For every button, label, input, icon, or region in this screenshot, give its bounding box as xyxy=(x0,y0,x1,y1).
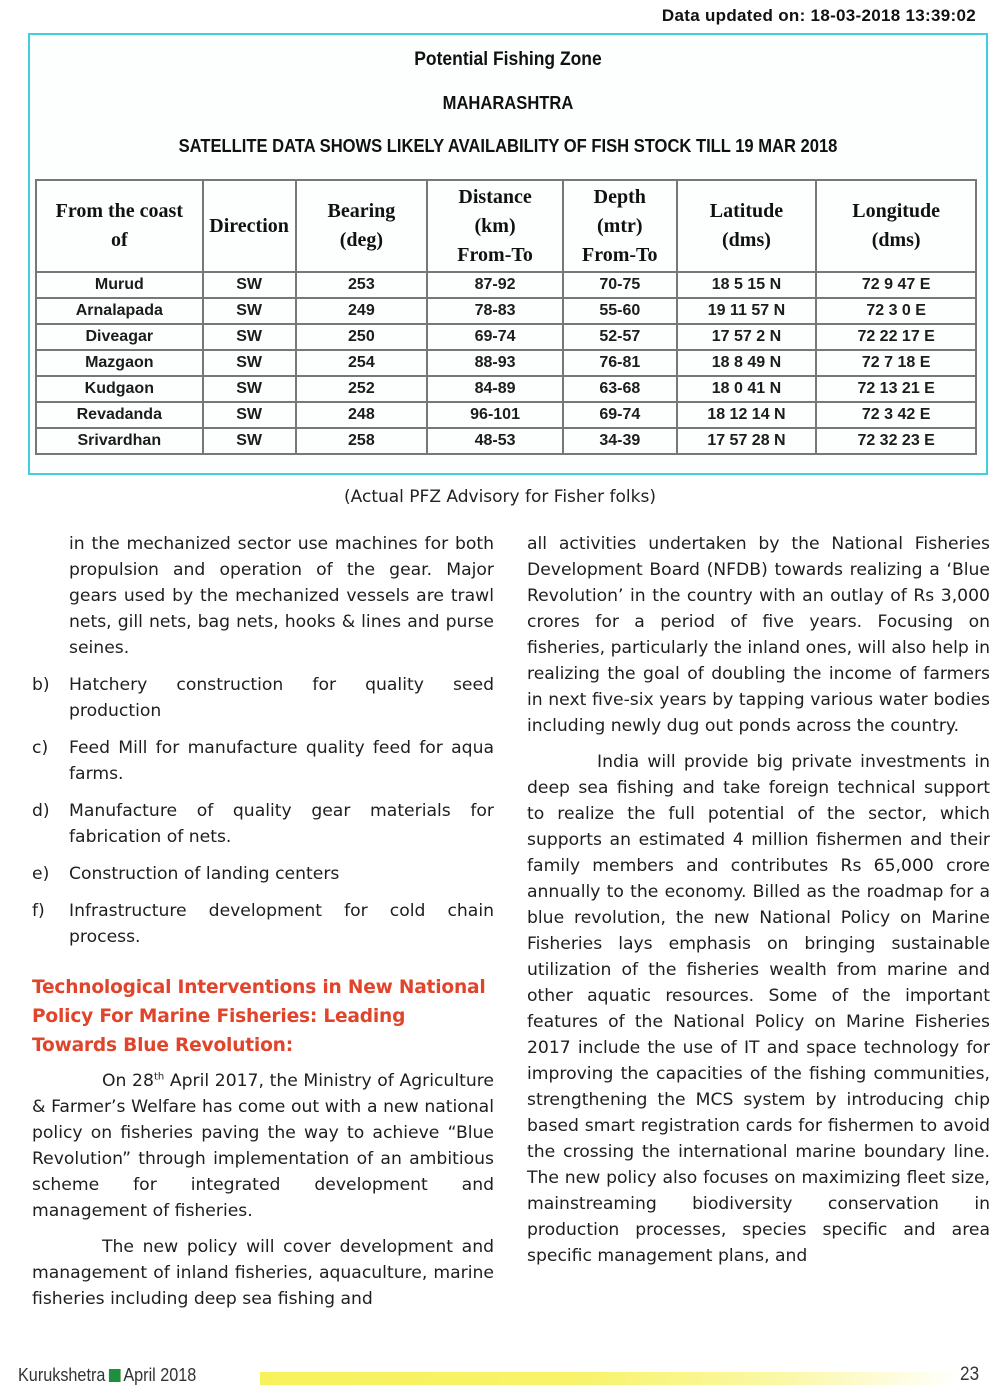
table-body xyxy=(36,272,976,454)
right-column xyxy=(527,531,990,1269)
coast-name-cell: Srivardhan xyxy=(36,428,203,454)
table-row xyxy=(36,376,976,402)
table-cell: 87-92 xyxy=(427,272,563,298)
table-cell: SW xyxy=(203,350,296,376)
table-cell: SW xyxy=(203,402,296,428)
pfz-table xyxy=(35,179,977,455)
table-cell: SW xyxy=(203,298,296,324)
table-cell: 69-74 xyxy=(563,402,677,428)
list-item xyxy=(32,672,494,724)
table-cell: 253 xyxy=(296,272,428,298)
list-item xyxy=(32,861,494,887)
table-caption: (Actual PFZ Advisory for Fisher folks) xyxy=(344,487,656,507)
table-cell: 18 0 41 N xyxy=(677,376,817,402)
table-cell: 55-60 xyxy=(563,298,677,324)
table-cell: 52-57 xyxy=(563,324,677,350)
page-footer xyxy=(18,1363,982,1391)
table-cell: 258 xyxy=(296,428,428,454)
column-header-line: (km) xyxy=(474,214,516,237)
list-item xyxy=(32,798,494,850)
coast-name-cell: Kudgaon xyxy=(36,376,203,402)
table-cell: 63-68 xyxy=(563,376,677,402)
table-cell: 19 11 57 N xyxy=(677,298,817,324)
table-row xyxy=(36,298,976,324)
list-item-label: b) xyxy=(32,675,50,695)
paragraph: The new policy will cover development and management of inland fisheries, aquaculture, marine fisheries including deep sea fishing and xyxy=(32,1237,494,1309)
list-item-text: Construction of landing centers xyxy=(69,864,340,884)
table-cell: 72 9 47 E xyxy=(816,272,976,298)
column-header-line: Direction xyxy=(209,214,289,237)
table-cell: 72 3 42 E xyxy=(816,402,976,428)
continuation-paragraph: in the mechanized sector use machines for both propulsion and operation of the gear. Major gears used by the mechanized vessels are trawl nets, gill nets, bag nets, hooks & lines and purse seines. xyxy=(69,534,494,658)
list-item-text: Infrastructure development for cold chain process. xyxy=(69,901,494,947)
table-cell: 254 xyxy=(296,350,428,376)
paragraph: all activities undertaken by the National Fisheries Development Board (NFDB) towards realizing a ‘Blue Revolution’ in the country with an outlay of Rs 3,000 crores for a period of five years. Focusing on fisheries, particularly the inland ones, will also help in realizing the goal of doubling the income of farmers in next five-six years by tapping various water bodies including newly dug out ponds across the country. xyxy=(527,534,990,736)
table-row xyxy=(36,402,976,428)
left-column xyxy=(32,531,494,1312)
column-header-line: Bearing xyxy=(327,200,396,222)
table-cell: 72 3 0 E xyxy=(816,298,976,324)
coast-name-cell: Murud xyxy=(36,272,203,298)
column-header xyxy=(36,180,203,272)
coast-name-cell: Revadanda xyxy=(36,402,203,428)
table-cell: 88-93 xyxy=(427,350,563,376)
column-header-line: (dms) xyxy=(871,229,921,251)
list-item-text: Hatchery construction for quality seed production xyxy=(69,675,494,721)
activity-list xyxy=(32,672,494,950)
list-item-label: e) xyxy=(32,864,50,884)
footer-publication xyxy=(18,1365,196,1386)
table-cell: 78-83 xyxy=(427,298,563,324)
column-header xyxy=(816,180,976,272)
pfz-state: MAHARASHTRA xyxy=(442,93,574,113)
column-header-line: Latitude xyxy=(709,200,784,222)
column-header-line: From the coast xyxy=(55,200,183,222)
table-cell: 69-74 xyxy=(427,324,563,350)
column-header xyxy=(427,180,563,272)
list-item xyxy=(32,898,494,950)
coast-name-cell: Arnalapada xyxy=(36,298,203,324)
table-cell: 84-89 xyxy=(427,376,563,402)
table-cell: 249 xyxy=(296,298,428,324)
pfz-subtitle: SATELLITE DATA SHOWS LIKELY AVAILABILITY OF FISH STOCK TILL 19 MAR 2018 xyxy=(178,136,838,156)
table-cell: 252 xyxy=(296,376,428,402)
column-header-line: Depth xyxy=(593,185,646,208)
column-header-line: From-To xyxy=(581,243,658,266)
list-item-text: Feed Mill for manufacture quality feed for aqua farms. xyxy=(69,738,494,784)
table-cell: SW xyxy=(203,376,296,402)
list-item-label: c) xyxy=(32,738,49,758)
list-item xyxy=(32,735,494,787)
paragraph xyxy=(32,1068,494,1224)
table-cell: 72 13 21 E xyxy=(816,376,976,402)
list-item-text: Manufacture of quality gear materials for fabrication of nets. xyxy=(69,801,494,847)
table-cell: 34-39 xyxy=(563,428,677,454)
table-row xyxy=(36,272,976,298)
table-cell: 72 22 17 E xyxy=(816,324,976,350)
table-cell: SW xyxy=(203,428,296,454)
section-heading: Technological Interventions in New National Policy For Marine Fisheries: Leading Towards Blue Revolution: xyxy=(32,977,486,1056)
column-header-line: Distance xyxy=(458,185,532,208)
column-header xyxy=(296,180,428,272)
table-cell: 96-101 xyxy=(427,402,563,428)
superscript: th xyxy=(153,1071,165,1083)
column-header-line: (mtr) xyxy=(597,214,643,237)
column-header-line: From-To xyxy=(457,243,533,266)
paragraph: India will provide big private investments in deep sea fishing and take foreign technical support to realize the full potential of the sector, which supports an estimated 4 million fishermen and their family members and contributes Rs 65,000 crore annually to the economy. Billed as the roadmap for a blue revolution, the new National Policy on Marine Fisheries lays emphasis on bringing sustainable utilization of the fisheries wealth from marine and other aquatic resources. Some of the important features of the National Policy on Marine Fisheries 2017 include the use of IT and space technology for improving the capacities of the fishing communities, strengthening the MCS system by introducing chip based smart registration cards for fishermen to avoid the crossing the international marine boundary line. The new policy also focuses on maximizing fleet size, mainstreaming biodiversity conservation in production processes, species specific and area specific management plans, and xyxy=(527,752,990,1266)
table-cell: SW xyxy=(203,324,296,350)
list-item-label: d) xyxy=(32,801,50,821)
list-item-label: f) xyxy=(32,901,45,921)
footer-highlight-bar xyxy=(260,1372,960,1385)
table-cell: 18 8 49 N xyxy=(677,350,817,376)
table-cell: 17 57 2 N xyxy=(677,324,817,350)
column-header xyxy=(203,180,296,272)
table-cell: 76-81 xyxy=(563,350,677,376)
column-header-line: (dms) xyxy=(722,229,771,251)
table-cell: SW xyxy=(203,272,296,298)
table-row xyxy=(36,324,976,350)
pfz-advisory-box xyxy=(28,33,988,475)
column-header-line: Longitude xyxy=(852,200,941,222)
data-updated-timestamp: Data updated on: 18-03-2018 13:39:02 xyxy=(661,6,976,25)
table-row xyxy=(36,350,976,376)
table-cell: 72 7 18 E xyxy=(816,350,976,376)
table-cell: 18 12 14 N xyxy=(677,402,817,428)
publication-name: Kurukshetra xyxy=(18,1365,106,1385)
coast-name-cell: Diveagar xyxy=(36,324,203,350)
table-row xyxy=(36,428,976,454)
table-cell: 250 xyxy=(296,324,428,350)
column-header-line: of xyxy=(110,229,128,251)
table-cell: 48-53 xyxy=(427,428,563,454)
table-header-row xyxy=(36,180,976,272)
table-cell: 70-75 xyxy=(563,272,677,298)
table-cell: 248 xyxy=(296,402,428,428)
square-bullet-icon xyxy=(109,1369,121,1382)
table-cell: 17 57 28 N xyxy=(677,428,817,454)
column-header-line: (deg) xyxy=(339,229,384,251)
page-number: 23 xyxy=(959,1364,979,1385)
pfz-title: Potential Fishing Zone xyxy=(414,49,602,70)
table-cell: 18 5 15 N xyxy=(677,272,817,298)
coast-name-cell: Mazgaon xyxy=(36,350,203,376)
paragraph-text: April 2017, the Ministry of Agriculture & Farmer’s Welfare has come out with a new national policy on fisheries paving the way to achieve “Blue Revolution” through implementation of an ambitious scheme for integrated development and management of fisheries. xyxy=(32,1071,494,1221)
issue-date: April 2018 xyxy=(123,1365,197,1385)
paragraph-text: On 28 xyxy=(102,1071,154,1091)
column-header xyxy=(677,180,817,272)
table-cell: 72 32 23 E xyxy=(816,428,976,454)
column-header xyxy=(563,180,677,272)
